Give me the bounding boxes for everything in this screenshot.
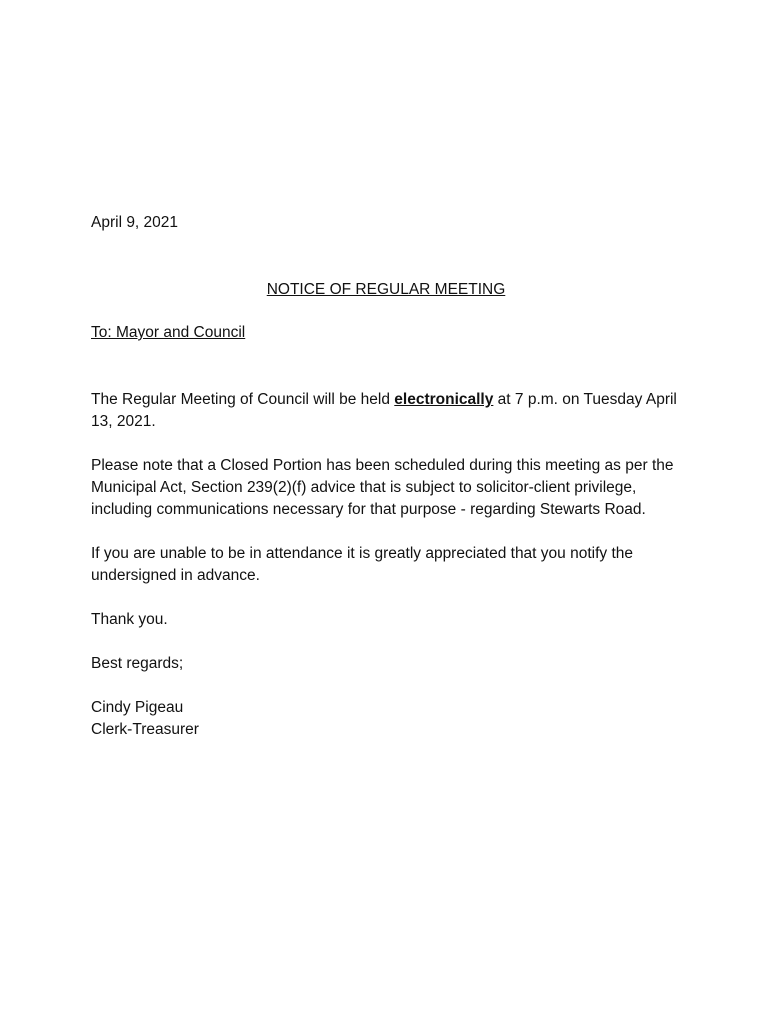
closing-line: Best regards; [91, 655, 184, 672]
letter-body [91, 212, 681, 741]
attendance-paragraph: If you are unable to be in attendance it is greatly appreciated that you notify the undersigned in advance. [91, 545, 633, 584]
letter-date: April 9, 2021 [91, 214, 179, 231]
closed-portion-paragraph: Please note that a Closed Portion has been scheduled during this meeting as per the Municipal Act, Section 239(2)(f) advice that is subject to solicitor-client privilege, including communications necessary for that purpose - regarding Stewarts Road. [91, 457, 674, 518]
signer-name: Cindy Pigeau [91, 699, 184, 716]
thank-you-line: Thank you. [91, 611, 168, 628]
meeting-text-start: The Regular Meeting of Council will be held [91, 391, 395, 408]
meeting-text-end: at 7 p.m. on Tuesday April 13, 2021. [91, 391, 677, 430]
signer-title: Clerk-Treasurer [91, 721, 199, 738]
meeting-paragraph [91, 389, 681, 433]
emphasis-electronically: electronically [394, 391, 494, 408]
notice-title: NOTICE OF REGULAR MEETING [266, 281, 506, 298]
recipient-line: To: Mayor and Council [91, 324, 246, 341]
signature-block [91, 697, 681, 741]
